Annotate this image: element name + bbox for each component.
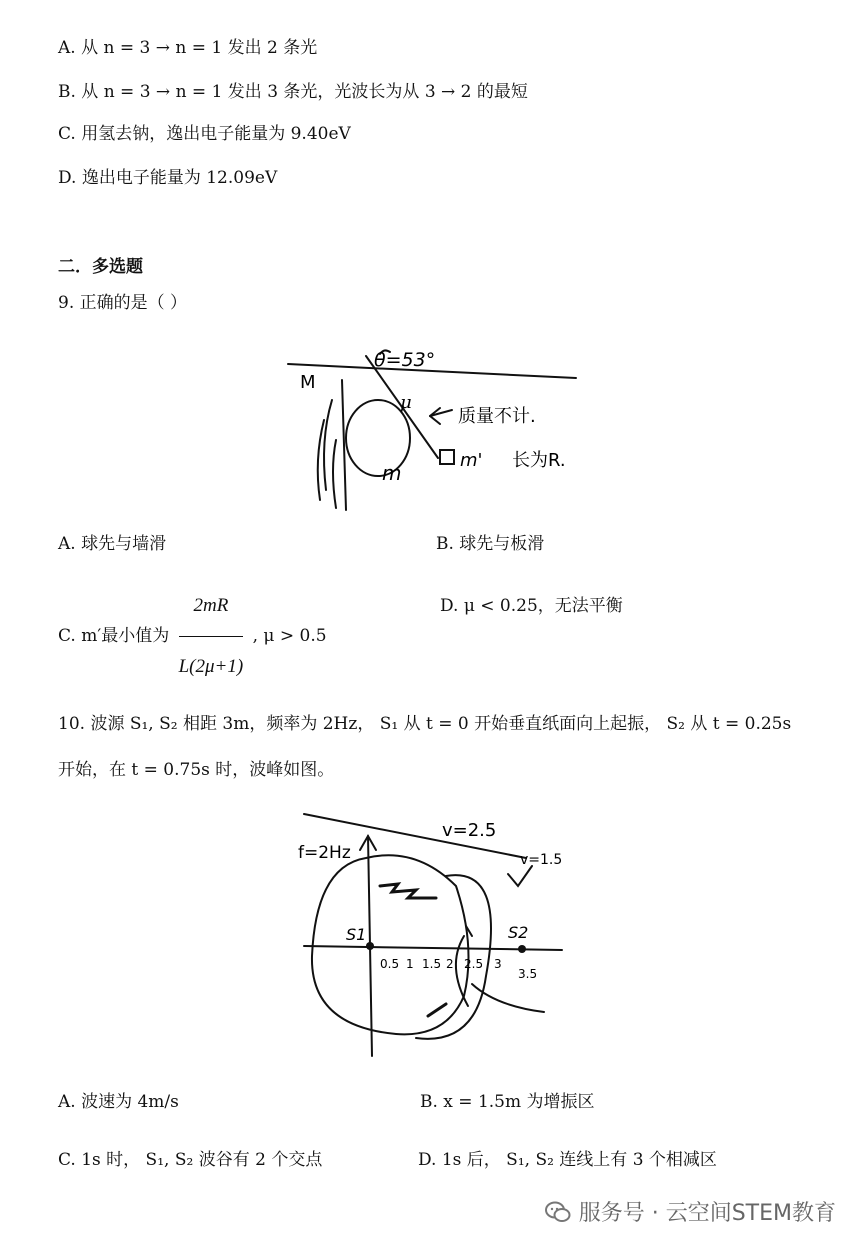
q9-option-c-condition: , μ > 0.5	[252, 626, 327, 646]
watermark	[545, 1196, 836, 1227]
q10-figure	[296, 806, 576, 1072]
q8-option-b: B. 从 n = 3 → n = 1 发出 3 条光，光波长为从 3 → 2 的最短	[58, 82, 528, 102]
tick-label: 0.5	[380, 957, 400, 971]
q9-option-c-fraction	[179, 578, 244, 695]
block-square	[440, 450, 454, 464]
wechat-icon	[545, 1200, 571, 1224]
q10-option-b: B. x = 1.5m 为增振区	[420, 1092, 595, 1112]
q8-option-c: C. 用氢去钠，逸出电子能量为 9.40eV	[58, 124, 351, 144]
q10-stem-line1: 10. 波源 S₁, S₂ 相距 3m，频率为 2Hz， S₁ 从 t = 0 开始垂直纸面向上起振， S₂ 从 t = 0.25s	[58, 714, 792, 734]
tick-label: 1	[406, 957, 414, 971]
note-length: 长为R.	[512, 450, 566, 471]
s2-source-dot	[518, 945, 526, 953]
mu-label: μ	[400, 392, 412, 413]
q10-stem-line2: 开始，在 t = 0.75s 时，波峰如图。	[58, 760, 335, 780]
q9-figure	[280, 340, 590, 520]
s1-label: S1	[346, 925, 367, 944]
ball-mass-label: m	[382, 461, 402, 485]
q10-option-a: A. 波速为 4m/s	[58, 1092, 179, 1112]
tick-label: 3	[494, 957, 502, 971]
s1-wavefront	[312, 855, 469, 1034]
s1-source-dot	[366, 942, 374, 950]
q9-option-c	[58, 578, 327, 695]
q10-option-d: D. 1s 后， S₁, S₂ 连线上有 3 个相减区	[418, 1150, 717, 1170]
q10-option-c: C. 1s 时， S₁, S₂ 波谷有 2 个交点	[58, 1150, 323, 1170]
block-mass-label: m'	[460, 450, 483, 471]
s2-label: S2	[508, 923, 529, 942]
watermark-text: 服务号 · 云空间STEM教育	[578, 1201, 836, 1226]
tick-label: 2	[446, 957, 454, 971]
fraction-numerator: 2mR	[179, 578, 244, 637]
tick-label: 1.5	[422, 957, 442, 971]
fraction-denominator: L(2μ+1)	[178, 656, 244, 677]
wall-line	[342, 380, 346, 510]
theta-label: θ=53°	[374, 349, 436, 371]
wall-label: M	[300, 372, 316, 393]
tick-label: 3.5	[518, 967, 538, 981]
q9-option-d: D. μ < 0.25，无法平衡	[440, 596, 623, 616]
v2-label: v=1.5	[520, 852, 563, 868]
q9-option-c-text: C. m′最小值为	[58, 626, 170, 646]
f-label: f=2Hz	[298, 843, 351, 863]
q9-option-b: B. 球先与板滑	[436, 534, 545, 554]
q8-option-a: A. 从 n = 3 → n = 1 发出 2 条光	[58, 38, 318, 58]
q9-stem: 9. 正确的是（ ）	[58, 293, 188, 313]
v-label: v=2.5	[442, 820, 497, 841]
note-massless: 质量不计.	[458, 406, 536, 427]
tick-label: 2.5	[464, 957, 484, 971]
q9-option-a: A. 球先与墙滑	[58, 534, 167, 554]
q8-option-d: D. 逸出电子能量为 12.09eV	[58, 168, 278, 188]
section-heading: 二．多选题	[58, 257, 143, 277]
